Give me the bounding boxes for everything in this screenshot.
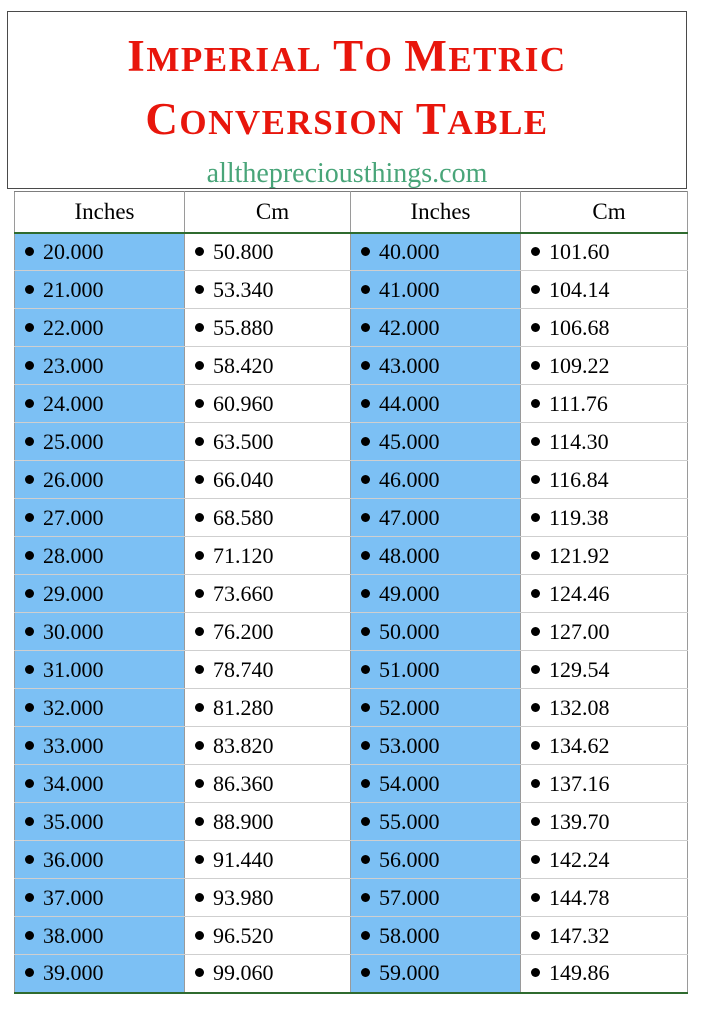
cell-value: 47.000 [379,504,440,530]
cell-value: 104.14 [549,276,610,302]
table-cell [185,271,351,309]
cell-value: 91.440 [213,846,274,872]
cell-value: 127.00 [549,618,610,644]
bullet-icon [531,551,540,560]
column-header-cm-2: Cm [521,192,688,233]
table-row [15,461,688,499]
table-cell [521,651,688,689]
table-cell [521,689,688,727]
table-cell [185,689,351,727]
cell-value: 21.000 [43,276,104,302]
cell-value: 58.420 [213,352,274,378]
cell-value: 44.000 [379,390,440,416]
cell-value: 42.000 [379,314,440,340]
cell-value: 129.54 [549,656,610,682]
table-row [15,499,688,537]
bullet-icon [25,893,34,902]
table-cell [15,461,185,499]
bullet-icon [361,323,370,332]
cell-value: 86.360 [213,770,274,796]
table-cell [15,575,185,613]
table-cell [351,765,521,803]
table-cell [15,347,185,385]
table-row [15,841,688,879]
cell-value: 28.000 [43,542,104,568]
table-row [15,271,688,309]
bullet-icon [531,399,540,408]
bullet-icon [25,475,34,484]
cell-value: 68.580 [213,504,274,530]
table-cell [521,575,688,613]
table-cell [185,347,351,385]
cell-value: 46.000 [379,466,440,492]
table-row [15,233,688,271]
cell-value: 22.000 [43,314,104,340]
cell-value: 23.000 [43,352,104,378]
table-cell [185,233,351,271]
title-word-1-rest: MPERIAL [146,40,323,79]
table-cell [185,727,351,765]
bullet-icon [361,475,370,484]
cell-value: 106.68 [549,314,610,340]
table-cell [351,841,521,879]
bullet-icon [361,855,370,864]
title-word-2-rest: O [364,40,394,79]
title-word-3-rest: ETRIC [448,40,567,79]
table-cell [351,309,521,347]
table-cell [185,423,351,461]
title-word-5-rest: ABLE [447,103,549,142]
page-title-line-2 [8,94,686,144]
bullet-icon [25,968,34,977]
title-word-2-initial: T [333,31,365,81]
bullet-icon [531,779,540,788]
table-cell [185,385,351,423]
title-word-4-rest: ONVERSION [179,103,405,142]
table-cell [185,917,351,955]
table-row [15,955,688,993]
table-cell [15,613,185,651]
bullet-icon [361,931,370,940]
table-cell [351,727,521,765]
table-cell [15,385,185,423]
table-cell [185,537,351,575]
bullet-icon [531,665,540,674]
cell-value: 93.980 [213,884,274,910]
table-cell [521,917,688,955]
table-cell [351,575,521,613]
table-cell [185,879,351,917]
bullet-icon [25,589,34,598]
cell-value: 56.000 [379,846,440,872]
table-cell [521,347,688,385]
bullet-icon [25,551,34,560]
table-row [15,347,688,385]
bullet-icon [361,551,370,560]
cell-value: 83.820 [213,732,274,758]
bullet-icon [361,247,370,256]
table-cell [521,499,688,537]
bullet-icon [361,893,370,902]
table-cell [351,271,521,309]
table-cell [351,537,521,575]
cell-value: 53.340 [213,276,274,302]
cell-value: 32.000 [43,694,104,720]
table-row [15,917,688,955]
table-cell [521,727,688,765]
bullet-icon [195,437,204,446]
bullet-icon [195,931,204,940]
bullet-icon [361,399,370,408]
bullet-icon [195,475,204,484]
table-row [15,879,688,917]
bullet-icon [195,361,204,370]
bullet-icon [531,247,540,256]
table-cell [351,461,521,499]
cell-value: 45.000 [379,428,440,454]
table-cell [185,575,351,613]
cell-value: 50.000 [379,618,440,644]
bullet-icon [195,399,204,408]
cell-value: 73.660 [213,580,274,606]
bullet-icon [361,817,370,826]
table-row [15,385,688,423]
table-cell [15,537,185,575]
bullet-icon [531,627,540,636]
bullet-icon [361,703,370,712]
table-cell [351,803,521,841]
bullet-icon [25,665,34,674]
bullet-icon [25,817,34,826]
bullet-icon [361,627,370,636]
cell-value: 137.16 [549,770,610,796]
cell-value: 37.000 [43,884,104,910]
title-word-5-initial: T [415,94,448,144]
bullet-icon [361,665,370,674]
bullet-icon [195,513,204,522]
table-cell [185,309,351,347]
cell-value: 26.000 [43,466,104,492]
table-cell [351,613,521,651]
cell-value: 55.000 [379,808,440,834]
cell-value: 78.740 [213,656,274,682]
table-header-row [15,192,688,233]
table-row [15,803,688,841]
table-cell [185,803,351,841]
conversion-table-wrapper [14,191,687,994]
cell-value: 49.000 [379,580,440,606]
table-row [15,575,688,613]
column-header-cm-1: Cm [185,192,351,233]
bullet-icon [25,741,34,750]
table-cell [185,461,351,499]
table-cell [15,499,185,537]
bullet-icon [195,665,204,674]
bullet-icon [531,285,540,294]
bullet-icon [25,247,34,256]
cell-value: 59.000 [379,960,440,986]
cell-value: 116.84 [549,466,609,492]
table-cell [521,309,688,347]
bullet-icon [361,361,370,370]
cell-value: 63.500 [213,428,274,454]
cell-value: 53.000 [379,732,440,758]
bullet-icon [195,247,204,256]
bullet-icon [25,703,34,712]
bullet-icon [25,627,34,636]
bullet-icon [195,703,204,712]
table-cell [15,765,185,803]
website-credit: allthepreciousthings.com [206,158,488,189]
table-cell [521,841,688,879]
cell-value: 48.000 [379,542,440,568]
bullet-icon [531,741,540,750]
bullet-icon [361,779,370,788]
cell-value: 30.000 [43,618,104,644]
table-cell [15,271,185,309]
bullet-icon [195,551,204,560]
table-cell [521,423,688,461]
cell-value: 57.000 [379,884,440,910]
table-row [15,689,688,727]
table-cell [521,613,688,651]
bullet-icon [25,855,34,864]
cell-value: 99.060 [213,960,274,986]
cell-value: 35.000 [43,808,104,834]
table-cell [351,499,521,537]
cell-value: 31.000 [43,656,104,682]
bullet-icon [25,323,34,332]
cell-value: 39.000 [43,960,104,986]
bullet-icon [195,741,204,750]
bullet-icon [531,703,540,712]
bullet-icon [361,285,370,294]
table-row [15,765,688,803]
conversion-table [14,191,688,994]
column-header-inches-2: Inches [351,192,521,233]
bullet-icon [531,323,540,332]
bullet-icon [531,361,540,370]
table-cell [521,233,688,271]
cell-value: 76.200 [213,618,274,644]
cell-value: 29.000 [43,580,104,606]
bullet-icon [531,817,540,826]
table-cell [351,423,521,461]
bullet-icon [25,399,34,408]
table-body [15,233,688,993]
bullet-icon [195,323,204,332]
column-header-inches-1: Inches [15,192,185,233]
table-cell [15,689,185,727]
title-word-3-initial: M [404,31,449,81]
table-row [15,651,688,689]
table-row [15,537,688,575]
bullet-icon [531,931,540,940]
cell-value: 142.24 [549,846,610,872]
table-cell [15,955,185,993]
cell-value: 24.000 [43,390,104,416]
cell-value: 124.46 [549,580,610,606]
table-cell [351,233,521,271]
bullet-icon [195,817,204,826]
table-cell [15,917,185,955]
bullet-icon [361,513,370,522]
table-cell [15,879,185,917]
cell-value: 109.22 [549,352,610,378]
bullet-icon [195,779,204,788]
bullet-icon [25,931,34,940]
table-cell [185,499,351,537]
cell-value: 139.70 [549,808,610,834]
page-title-line-1 [8,31,686,81]
table-cell [521,537,688,575]
table-cell [521,955,688,993]
table-cell [521,879,688,917]
bullet-icon [25,285,34,294]
title-word-1-initial: I [127,31,147,81]
table-row [15,727,688,765]
table-row [15,309,688,347]
bullet-icon [361,437,370,446]
table-cell [351,347,521,385]
table-cell [15,423,185,461]
table-cell [15,803,185,841]
table-row [15,423,688,461]
table-row [15,613,688,651]
bullet-icon [195,589,204,598]
table-cell [15,309,185,347]
bullet-icon [195,968,204,977]
cell-value: 52.000 [379,694,440,720]
cell-value: 149.86 [549,960,610,986]
cell-value: 20.000 [43,238,104,264]
cell-value: 36.000 [43,846,104,872]
bullet-icon [361,589,370,598]
cell-value: 81.280 [213,694,274,720]
table-cell [185,955,351,993]
table-cell [351,385,521,423]
cell-value: 132.08 [549,694,610,720]
bullet-icon [195,285,204,294]
cell-value: 96.520 [213,922,274,948]
cell-value: 25.000 [43,428,104,454]
cell-value: 33.000 [43,732,104,758]
cell-value: 88.900 [213,808,274,834]
bullet-icon [531,437,540,446]
title-word-4-initial: C [145,94,180,144]
cell-value: 101.60 [549,238,610,264]
table-cell [521,271,688,309]
cell-value: 58.000 [379,922,440,948]
cell-value: 121.92 [549,542,610,568]
cell-value: 50.800 [213,238,274,264]
bullet-icon [531,968,540,977]
cell-value: 134.62 [549,732,610,758]
table-cell [185,651,351,689]
cell-value: 119.38 [549,504,609,530]
bullet-icon [195,893,204,902]
table-cell [351,879,521,917]
bullet-icon [531,893,540,902]
cell-value: 27.000 [43,504,104,530]
bullet-icon [361,741,370,750]
table-cell [521,385,688,423]
table-cell [521,461,688,499]
bullet-icon [531,855,540,864]
table-cell [185,841,351,879]
bullet-icon [25,361,34,370]
cell-value: 51.000 [379,656,440,682]
cell-value: 41.000 [379,276,440,302]
table-cell [15,233,185,271]
cell-value: 55.880 [213,314,274,340]
cell-value: 43.000 [379,352,440,378]
cell-value: 71.120 [213,542,274,568]
table-cell [351,955,521,993]
cell-value: 111.76 [549,390,608,416]
table-cell [15,841,185,879]
table-cell [351,651,521,689]
table-cell [185,765,351,803]
cell-value: 40.000 [379,238,440,264]
cell-value: 144.78 [549,884,610,910]
table-cell [15,727,185,765]
table-cell [185,613,351,651]
table-cell [521,765,688,803]
bullet-icon [25,779,34,788]
table-cell [521,803,688,841]
cell-value: 147.32 [549,922,610,948]
table-cell [351,917,521,955]
cell-value: 114.30 [549,428,609,454]
bullet-icon [25,513,34,522]
bullet-icon [531,475,540,484]
title-block [7,11,687,189]
cell-value: 34.000 [43,770,104,796]
cell-value: 66.040 [213,466,274,492]
cell-value: 60.960 [213,390,274,416]
table-cell [15,651,185,689]
cell-value: 38.000 [43,922,104,948]
bullet-icon [531,589,540,598]
bullet-icon [25,437,34,446]
bullet-icon [531,513,540,522]
cell-value: 54.000 [379,770,440,796]
table-cell [351,689,521,727]
bullet-icon [195,855,204,864]
bullet-icon [195,627,204,636]
bullet-icon [361,968,370,977]
